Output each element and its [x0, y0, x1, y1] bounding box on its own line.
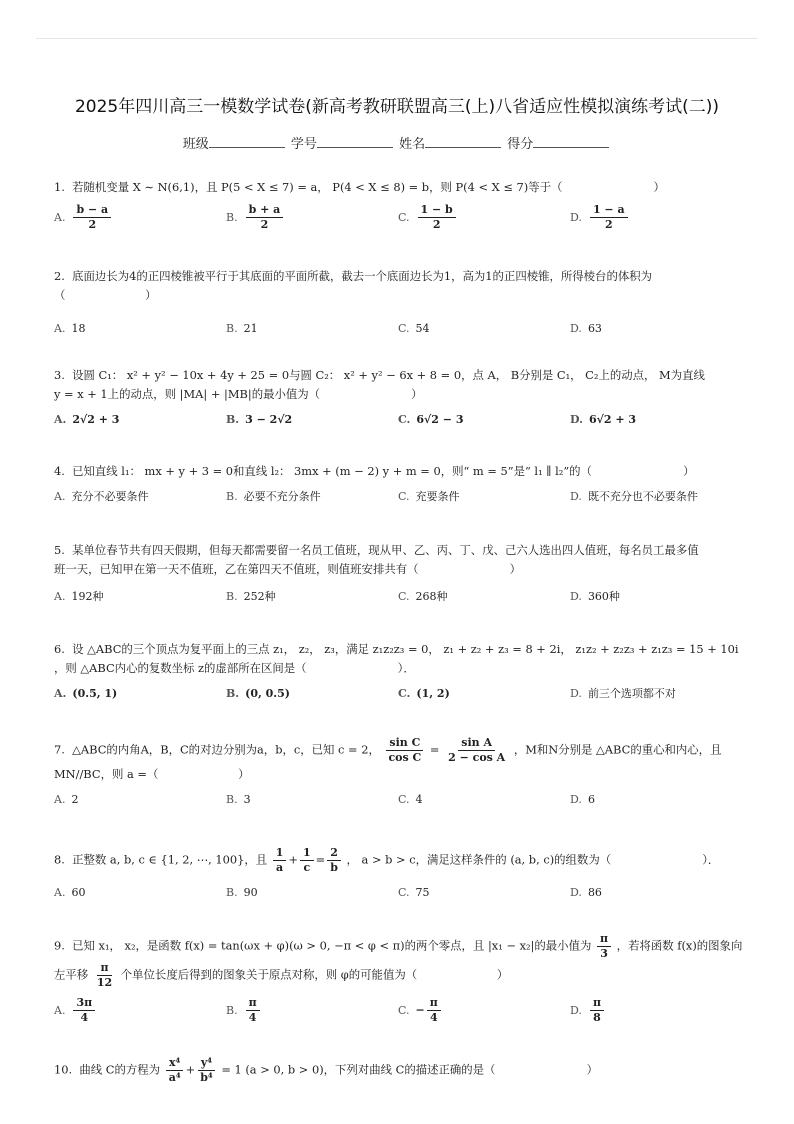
- fraction: $\frac{1}{a}$: [273, 846, 287, 875]
- option-d[interactable]: D. 前三个选项都不对: [570, 687, 676, 700]
- option-a[interactable]: A. (0.5, 1): [54, 687, 118, 700]
- question-text: 设圆 C₁： x² + y² − 10x + 4y + 25 = 0与圆 C₂： x² + y² − 6x + 8 = 0，点 A， B分别是 C₁， C₂上的动点， M为直线: [72, 368, 705, 382]
- option-b[interactable]: B. $\frac{b + a}{2}$: [226, 203, 285, 232]
- fraction: $\frac{\pi}{12}$: [96, 961, 113, 989]
- option-b[interactable]: B. 90: [226, 886, 258, 899]
- question-text: 底面边长为4的正四棱锥被平行于其底面的平面所截，截去一个底面边长为1，高为1的正四棱锥，所得棱台的体积为: [72, 269, 653, 283]
- option-d[interactable]: D. 63: [570, 322, 602, 335]
- question-text-line2: （ ）: [54, 288, 157, 302]
- option-b[interactable]: B. 21: [226, 322, 258, 335]
- option-b[interactable]: B. $\frac{\pi}{4}$: [226, 996, 262, 1025]
- question-stem: [54, 267, 754, 286]
- options-row: [54, 203, 754, 239]
- question-number: 7.: [54, 742, 65, 757]
- fraction: $\frac{2}{b}$: [327, 846, 341, 875]
- question-text-cont: ，若将函数 f(x)的图象向: [616, 938, 743, 953]
- class-field-label: 班级: [182, 137, 209, 152]
- question-text-line2: 班一天，已知甲在第一天不值班，乙在第四天不值班，则值班安排共有（ ）: [54, 562, 522, 576]
- question-number: 2.: [54, 269, 65, 283]
- question-text-cont: ，M和N分别是 △ABC的重心和内心，且: [513, 742, 722, 757]
- question-number: 1.: [54, 180, 65, 194]
- exam-title: 2025年四川高三一模数学试卷(新高考教研联盟高三(上)八省适应性模拟演练考试(二)): [74, 97, 720, 117]
- option-a[interactable]: A. 2√2 + 3: [54, 413, 120, 426]
- option-a[interactable]: A. 192种: [54, 590, 104, 603]
- question-stem: [54, 932, 754, 961]
- fraction: $\frac{\pi}{3}$: [597, 932, 611, 961]
- question-number: 4.: [54, 464, 65, 478]
- options-row: [54, 996, 754, 1032]
- options-row: [54, 487, 754, 523]
- question-4: [54, 462, 754, 523]
- option-b[interactable]: B. 3 − 2√2: [226, 413, 293, 426]
- question-1: [54, 178, 754, 239]
- question-text-line2: y = x + 1上的动点，则 |MA| + |MB|的最小值为（ ）: [54, 387, 423, 401]
- option-d[interactable]: D. 6√2 + 3: [570, 413, 637, 426]
- option-d[interactable]: D. 6: [570, 793, 595, 806]
- option-a[interactable]: A. $\frac{b - a}{2}$: [54, 203, 113, 232]
- option-b[interactable]: B. 必要不充分条件: [226, 490, 321, 503]
- question-number: 5.: [54, 543, 65, 557]
- question-stem: 7. △ABC的内角A，B，C的对边分别为a，b，c，已知 c = 2， $\frac{\text{sin C}}{\text{cos C}}$ = $\frac{\text{sin A}}{\text{2 − cos A}}$ ，M和N分别是 △ABC的重心和内心，且: [54, 736, 722, 764]
- option-a[interactable]: A. $\frac{3\pi}{4}$: [54, 996, 97, 1025]
- question-text: 设 △ABC的三个顶点为复平面上的三点 z₁， z₂， z₃，满足 z₁z₂z₃ = 0， z₁ + z₂ + z₃ = 8 + 2i， z₁z₂ + z₂z₃ + z₁z₃ = 15 + 10i: [72, 642, 739, 656]
- question-number: 8.: [54, 852, 65, 867]
- option-c[interactable]: C. 54: [398, 322, 430, 335]
- score-field-blank[interactable]: [533, 147, 609, 148]
- option-c[interactable]: C. − $\frac{\pi}{4}$: [398, 996, 443, 1025]
- question-stem: 8. 正整数 a, b, c ∈ {1, 2, ⋯, 100}，且 $\frac{1}{a}$ + $\frac{1}{c}$ = $\frac{2}{b}$ ， a > b > c，满足这样条件的 (a, b, c)的组数为（ ）．: [54, 846, 720, 874]
- question-text-cont: = 1 (a > 0, b > 0)，下列对曲线 C的描述正确的是（ ）: [221, 1062, 598, 1077]
- option-c[interactable]: C. 6√2 − 3: [398, 413, 464, 426]
- name-field-blank[interactable]: [425, 147, 501, 148]
- question-stem: [54, 178, 754, 197]
- question-stem: [54, 366, 754, 385]
- question-text: 已知 x₁， x₂，是函数 f(x) = tan(ωx + φ)(ω > 0, −π < φ < π)的两个零点，且 |x₁ − x₂|的最小值为: [72, 938, 592, 953]
- option-d[interactable]: D. $\frac{\pi}{8}$: [570, 996, 606, 1025]
- option-c[interactable]: C. 268种: [398, 590, 448, 603]
- question-text: 已知直线 l₁： mx + y + 3 = 0和直线 l₂： 3mx + (m − 2) y + m = 0，则“ m = 5”是“ l₁ ∥ l₂”的（ ）: [72, 464, 695, 478]
- option-d[interactable]: D. 86: [570, 886, 602, 899]
- option-b[interactable]: B. (0, 0.5): [226, 687, 290, 700]
- options-row: [54, 319, 754, 355]
- question-stem: [54, 541, 754, 560]
- question-stem: [54, 462, 754, 481]
- option-d[interactable]: D. 360种: [570, 590, 620, 603]
- student-id-field-label: 学号: [290, 137, 317, 152]
- student-id-field-blank[interactable]: [317, 147, 393, 148]
- fraction: $\frac{\text{sin C}}{\text{cos C}}$: [385, 736, 424, 765]
- question-stem: [54, 640, 754, 659]
- option-c[interactable]: C. $\frac{1 - b}{2}$: [398, 203, 458, 232]
- option-c[interactable]: C. 4: [398, 793, 423, 806]
- question-text: 曲线 C的方程为: [79, 1062, 161, 1077]
- option-c[interactable]: C. (1, 2): [398, 687, 450, 700]
- options-row: [54, 790, 754, 826]
- option-a[interactable]: A. 18: [54, 322, 86, 335]
- score-field-label: 得分: [507, 137, 534, 152]
- fraction: $\frac{\text{sin A}}{\text{2 − cos A}}$: [448, 736, 506, 764]
- option-a[interactable]: A. 60: [54, 886, 86, 899]
- question-number: 6.: [54, 642, 65, 656]
- student-info-row: [0, 133, 794, 152]
- fraction: $\frac{\text{x⁴}}{\text{a⁴}}$: [166, 1056, 184, 1085]
- fraction: $\frac{\text{y⁴}}{\text{b⁴}}$: [197, 1056, 216, 1085]
- question-text: 某单位春节共有四天假期，但每天都需要留一名员工值班，现从甲、乙、丙、丁、戊、己六人选出四人值班，每名员工最多值: [72, 543, 699, 557]
- question-2: [54, 267, 754, 355]
- option-b[interactable]: B. 3: [226, 793, 251, 806]
- question-text-line2: ，则 △ABC内心的复数坐标 z的虚部所在区间是（ ）．: [54, 661, 415, 675]
- question-text-line2: MN//BC，则 a =（ ）: [54, 767, 250, 781]
- question-number: 9.: [54, 938, 65, 953]
- options-row: [54, 883, 754, 919]
- name-field-label: 姓名: [399, 137, 426, 152]
- question-stem: 10. 曲线 C的方程为 $\frac{\text{x⁴}}{\text{a⁴}}$ + $\frac{\text{y⁴}}{\text{b⁴}}$ = 1 (a > 0, b > 0)，下列对曲线 C的描述正确的是（ ）: [54, 1056, 598, 1084]
- options-row: [54, 587, 754, 623]
- question-7: [54, 736, 754, 826]
- option-d[interactable]: D. 既不充分也不必要条件: [570, 490, 698, 503]
- question-text: △ABC的内角A，B，C的对边分别为a，b，c，已知 c = 2，: [72, 742, 380, 757]
- option-b[interactable]: B. 252种: [226, 590, 276, 603]
- class-field-blank[interactable]: [209, 147, 285, 148]
- question-number: 10.: [54, 1062, 73, 1077]
- options-row: [54, 684, 754, 720]
- option-c[interactable]: C. 75: [398, 886, 430, 899]
- question-8: [54, 846, 754, 919]
- question-text: 正整数 a, b, c ∈ {1, 2, ⋯, 100}，且: [72, 852, 268, 867]
- question-3: [54, 366, 754, 446]
- question-5: [54, 541, 754, 623]
- fraction: $\frac{1}{c}$: [300, 846, 314, 875]
- option-a[interactable]: A. 充分不必要条件: [54, 490, 149, 503]
- option-a[interactable]: A. 2: [54, 793, 79, 806]
- question-text: 若随机变量 X ∼ N(6,1)，且 P(5 < X ≤ 7) = a， P(4 < X ≤ 8) = b，则 P(4 < X ≤ 7)等于（ ）: [72, 180, 665, 194]
- question-text-cont: ， a > b > c，满足这样条件的 (a, b, c)的组数为（ ）．: [346, 852, 720, 867]
- question-6: [54, 640, 754, 720]
- question-number: 3.: [54, 368, 65, 382]
- header-divider: [36, 38, 758, 39]
- option-c[interactable]: C. 充要条件: [398, 490, 460, 503]
- options-row: [54, 410, 754, 446]
- question-text-line2: 左平移 $\frac{\pi}{12}$ 个单位长度后得到的图象关于原点对称，则 φ的可能值为（ ）: [54, 961, 509, 989]
- option-d[interactable]: D. $\frac{1 - a}{2}$: [570, 203, 630, 232]
- question-9: [54, 932, 754, 1032]
- question-10: [54, 1056, 754, 1085]
